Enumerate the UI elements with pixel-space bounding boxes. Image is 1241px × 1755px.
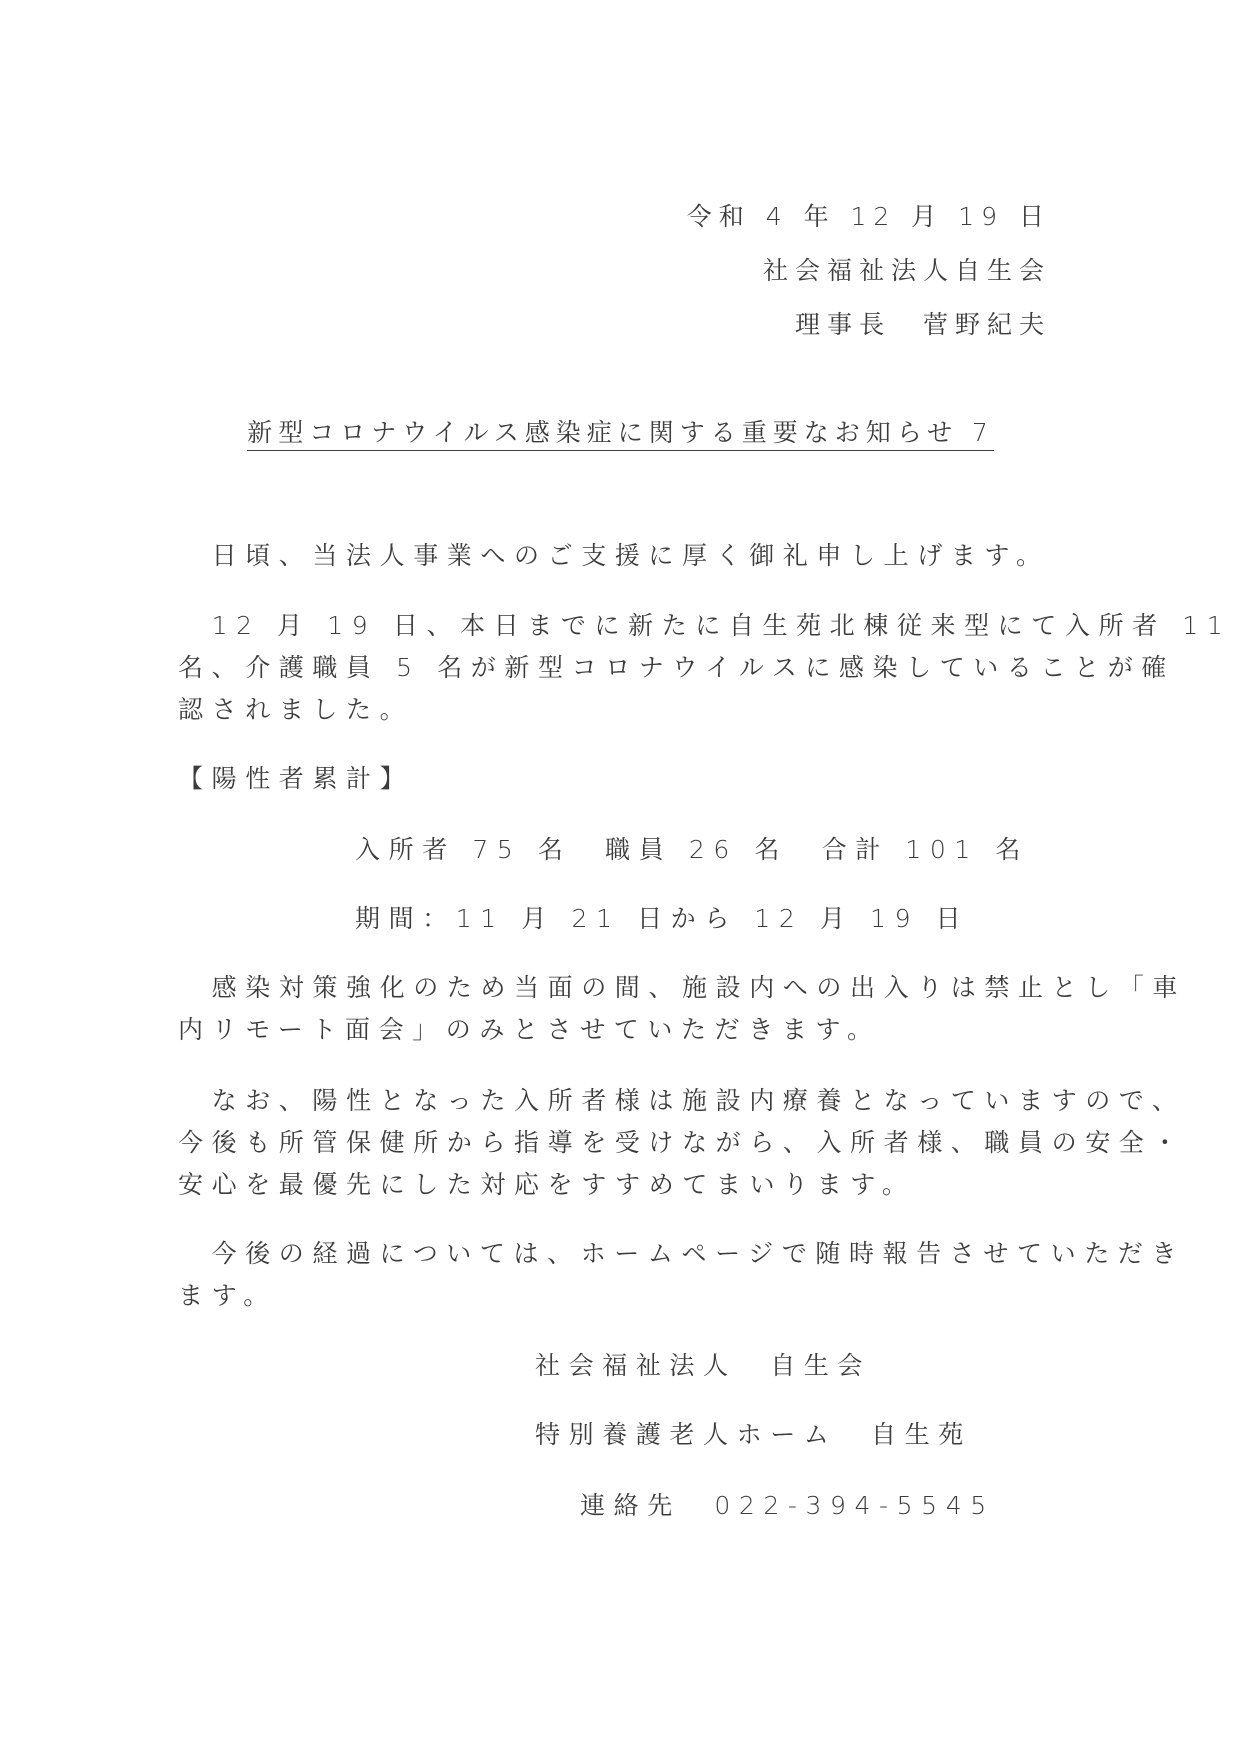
issuer-chairman: 理事長 菅野紀夫 [794,310,1051,339]
announcement-line: 認されました。 [178,695,414,724]
footer-organization: 社会福祉法人 自生会 [535,1351,872,1380]
updates-line: ます。 [178,1281,277,1310]
issuer-organization: 社会福祉法人自生会 [762,256,1051,285]
cumulative-counts: 入所者 75 名 職員 26 名 合計 101 名 [355,835,1030,864]
greeting-paragraph: 日頃、当法人事業へのご支援に厚く御礼申し上げます。 [178,541,1050,570]
cumulative-heading: 【陽性者累計】 [178,764,414,793]
notice-title [0,416,1241,450]
footer-contact: 連絡先 022-394-5545 [580,1491,995,1520]
issue-date: 令和 4 年 12 月 19 日 [686,202,1051,231]
care-policy-line: 安心を最優先にした対応をすすめてまいります。 [178,1170,916,1199]
updates-line: 今後の経過については、ホームページで随時報告させていただき [178,1239,1186,1268]
infection-period: 期間：11 月 21 日から 12 月 19 日 [355,904,970,933]
measures-line: 感染対策強化のため当面の間、施設内への出入りは禁止とし「車 [178,973,1187,1002]
care-policy-line: 今後も所管保健所から指導を受けながら、入所者様、職員の安全・ [178,1128,1187,1157]
announcement-line: 名、介護職員 5 名が新型コロナウイルスに感染していることが確 [178,653,1175,682]
announcement-line: 12 月 19 日、本日までに新たに自生苑北棟従来型にて入所者 11 [178,611,1232,640]
footer-facility: 特別養護老人ホーム 自生苑 [535,1420,972,1449]
measures-line: 内リモート面会」のみとさせていただきます。 [178,1015,881,1044]
notice-title-text: 新型コロナウイルス感染症に関する重要なお知らせ 7 [247,418,994,451]
care-policy-line: なお、陽性となった入所者様は施設内療養となっていますので、 [178,1086,1186,1115]
